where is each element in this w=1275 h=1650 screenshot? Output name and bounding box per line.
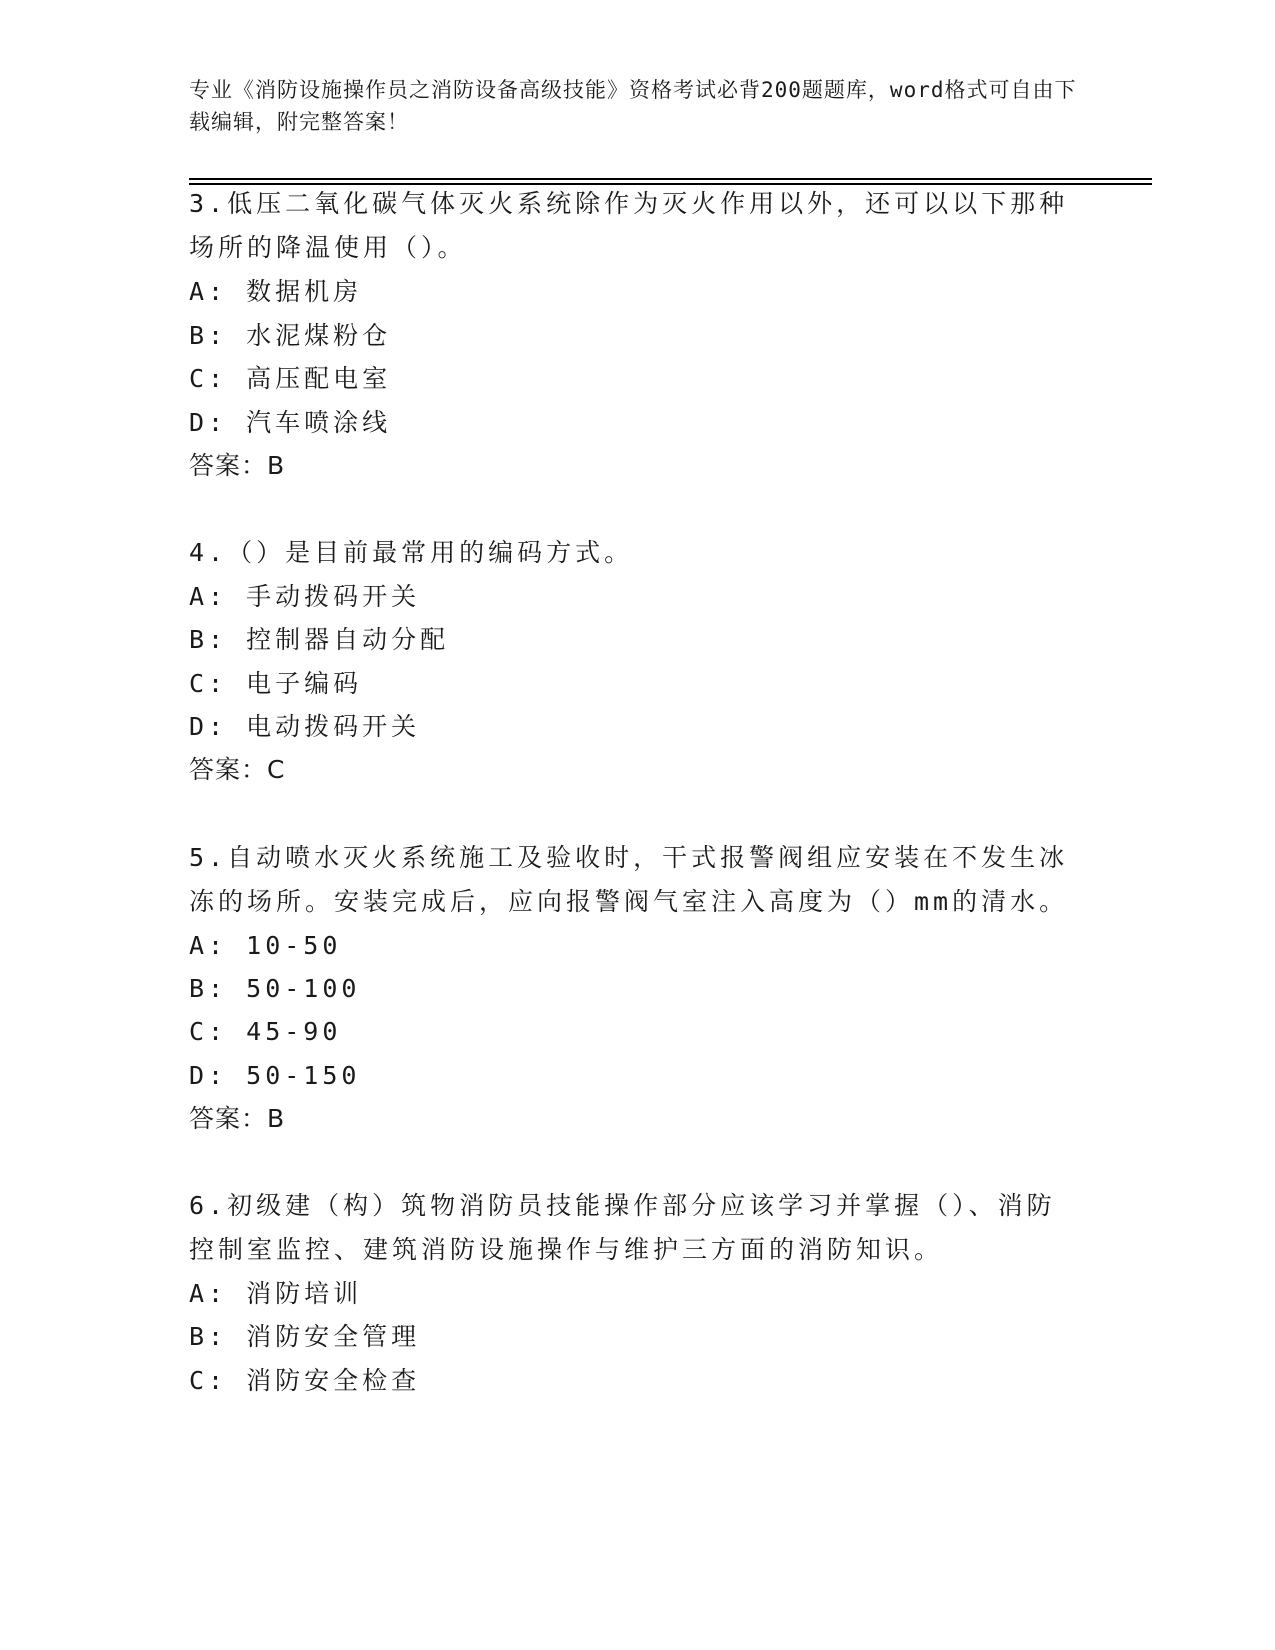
question-3-option-a: A: 数据机房 — [189, 277, 363, 306]
question-4-answer: 答案：C — [189, 755, 286, 784]
question-3-text-line1: 3.低压二氧化碳气体灭火系统除作为灭火作用以外，还可以以下那种 — [189, 189, 1069, 218]
question-5-option-d: D: 50-150 — [189, 1061, 361, 1090]
question-3-option-c: C: 高压配电室 — [189, 364, 392, 393]
question-5-text-line1: 5.自动喷水灭火系统施工及验收时，干式报警阀组应安装在不发生冰 — [189, 843, 1069, 872]
question-6-option-b: B: 消防安全管理 — [189, 1322, 421, 1351]
question-6-text-line2: 控制室监控、建筑消防设施操作与维护三方面的消防知识。 — [189, 1235, 944, 1264]
question-3-answer: 答案：B — [189, 451, 286, 480]
question-5-option-b: B: 50-100 — [189, 974, 361, 1003]
question-4-option-c: C: 电子编码 — [189, 669, 363, 698]
question-4-option-b: B: 控制器自动分配 — [189, 625, 450, 654]
header-divider-top — [189, 178, 1152, 180]
document-header: 专业《消防设施操作员之消防设备高级技能》资格考试必背200题题库，word格式可自由下载编辑，附完整答案！ — [189, 78, 1077, 134]
question-4-option-a: A: 手动拨码开关 — [189, 582, 421, 611]
question-3-text-line2: 场所的降温使用（）。 — [189, 233, 467, 262]
question-6-text-line1: 6.初级建（构）筑物消防员技能操作部分应该学习并掌握（）、消防 — [189, 1191, 1056, 1220]
question-5-text-line2: 冻的场所。安装完成后，应向报警阀气室注入高度为（）mm的清水。 — [189, 887, 1069, 916]
question-6-option-c: C: 消防安全检查 — [189, 1366, 421, 1395]
question-6-option-a: A: 消防培训 — [189, 1279, 363, 1308]
question-4-text-line1: 4.（）是目前最常用的编码方式。 — [189, 538, 634, 567]
question-3-option-d: D: 汽车喷涂线 — [189, 408, 392, 437]
question-5-option-a: A: 10-50 — [189, 931, 342, 960]
header-divider-bottom — [189, 183, 1152, 185]
question-5-option-c: C: 45-90 — [189, 1017, 342, 1046]
question-4-option-d: D: 电动拨码开关 — [189, 712, 421, 741]
question-3-option-b: B: 水泥煤粉仓 — [189, 321, 392, 350]
question-5-answer: 答案：B — [189, 1104, 286, 1133]
